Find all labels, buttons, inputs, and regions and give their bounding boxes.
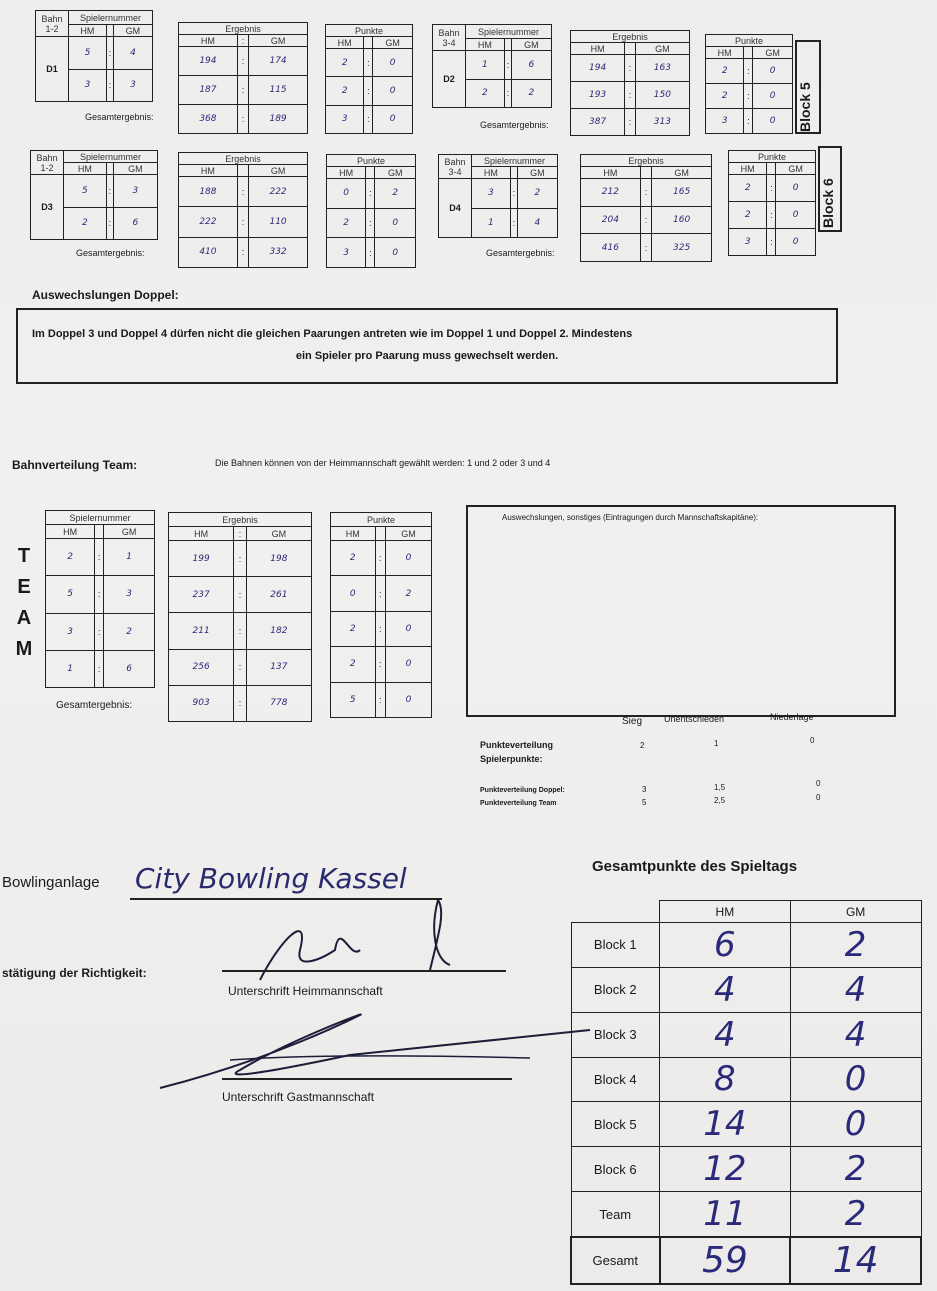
team-r2-gm-result: 261 xyxy=(246,577,311,613)
d4-total-hm: 416 xyxy=(581,234,641,262)
punkte-header: Punkte xyxy=(729,151,816,163)
colon: : xyxy=(504,51,511,80)
heim-line xyxy=(222,970,506,972)
colon: : xyxy=(510,208,517,238)
d4-player-table xyxy=(438,154,558,238)
gp-hm-header: HM xyxy=(660,901,791,923)
colon: : xyxy=(375,647,385,682)
d1-r2-hm-result: 187 xyxy=(179,76,238,105)
header-niederlage: Niederlage xyxy=(770,712,814,722)
hm-header: HM xyxy=(179,35,238,47)
colon: : xyxy=(744,84,753,109)
gm-header: GM xyxy=(113,25,152,37)
spielerpunkte-label: Spielerpunkte: xyxy=(480,754,543,764)
d3-r2-hm-points: 2 xyxy=(327,208,366,238)
colon: : xyxy=(625,82,635,109)
spielernummer-header: Spielernummer xyxy=(46,511,155,525)
team-r2-hm-points: 0 xyxy=(331,576,376,611)
d4-r2-gm-points: 0 xyxy=(776,202,816,229)
colon: : xyxy=(234,541,247,577)
d4-r1-gm-player: 2 xyxy=(517,179,557,209)
bahn-label: Bahn xyxy=(438,27,460,38)
colon: : xyxy=(106,69,113,102)
header-sieg: Sieg xyxy=(622,716,643,727)
d3-ergebnis-table xyxy=(178,152,308,268)
notes-box-title: Auswechslungen, sonstiges (Eintragungen durch Mannschaftskapitäne): xyxy=(502,513,759,522)
team-total-gm-points: 0 xyxy=(385,682,431,717)
d4-total-gm: 325 xyxy=(652,234,712,262)
team-letter: A xyxy=(16,607,32,629)
d1-total-hm-points: 3 xyxy=(326,105,364,133)
hm-header: HM xyxy=(64,163,107,175)
d3-r2-gm-result: 110 xyxy=(249,207,308,237)
pv-doppel-niederlage: 0 xyxy=(816,779,821,788)
team-r4-hm-result: 256 xyxy=(169,649,234,685)
gp-block5-hm: 14 xyxy=(660,1102,791,1147)
pv-team-unentschieden: 2,5 xyxy=(714,796,726,805)
team-r3-gm-player: 2 xyxy=(104,613,155,650)
gp-block4-hm: 8 xyxy=(660,1057,791,1102)
colon: : xyxy=(234,649,247,685)
colon: : xyxy=(744,109,753,134)
colon: : xyxy=(237,177,248,207)
team-total-hm-points: 5 xyxy=(331,682,376,717)
d2-r2-hm-points: 2 xyxy=(706,84,744,109)
colon: : xyxy=(625,55,635,82)
gm-header: GM xyxy=(104,525,155,539)
hm-header: HM xyxy=(69,25,107,37)
d1-total-hm: 368 xyxy=(179,105,238,134)
gast-line xyxy=(222,1078,512,1080)
pv-team-niederlage: 0 xyxy=(816,793,821,802)
d3-r2-hm-player: 2 xyxy=(64,207,107,240)
team-r3-hm-player: 3 xyxy=(46,613,95,650)
gp-block2-hm: 4 xyxy=(660,967,791,1012)
hm-header: HM xyxy=(331,527,376,541)
d2-ergebnis-table xyxy=(570,30,690,136)
gp-row-label: Team xyxy=(571,1192,660,1237)
block5-label: Block 5 xyxy=(797,82,813,132)
colon: : xyxy=(234,613,247,649)
d3-r2-gm-points: 0 xyxy=(375,208,416,238)
d2-r2-gm-player: 2 xyxy=(511,79,551,108)
colon: : xyxy=(237,207,248,237)
d1-ergebnis-table xyxy=(178,22,308,134)
colon: : xyxy=(625,109,635,136)
bahnverteilung-title: Bahnverteilung Team: xyxy=(12,458,138,472)
gp-row-label: Block 6 xyxy=(571,1147,660,1192)
d2-r2-hm-result: 193 xyxy=(571,82,625,109)
colon: : xyxy=(237,35,248,47)
colon: : xyxy=(106,175,113,208)
colon: : xyxy=(364,77,373,105)
bahn-range: 3-4 xyxy=(448,166,462,177)
d3-r1-hm-result: 188 xyxy=(179,177,238,207)
d4-ergebnis-table xyxy=(580,154,712,262)
d3-total-hm-points: 3 xyxy=(327,238,366,268)
colon: : xyxy=(106,207,113,240)
d4-r1-hm-player: 3 xyxy=(472,179,511,209)
colon: : xyxy=(640,206,652,234)
signature-heim xyxy=(200,890,520,990)
d2-r1-gm-player: 6 xyxy=(511,51,551,80)
gm-header: GM xyxy=(249,35,308,47)
team-r1-gm-result: 198 xyxy=(246,541,311,577)
d3-label: D3 xyxy=(31,175,64,240)
hm-header: HM xyxy=(706,47,744,59)
team-letter: E xyxy=(17,576,31,598)
colon: : xyxy=(366,208,375,238)
signature-gast xyxy=(150,1000,610,1100)
d3-r1-gm-result: 222 xyxy=(249,177,308,207)
bahn-range: 3-4 xyxy=(442,37,456,48)
d3-r1-hm-player: 5 xyxy=(64,175,107,208)
d3-r2-gm-player: 6 xyxy=(113,207,157,240)
d2-total-hm: 387 xyxy=(571,109,625,136)
d2-punkte-table xyxy=(705,34,793,134)
colon: : xyxy=(640,179,652,207)
rule-text-2: ein Spieler pro Paarung muss gewechselt werden. xyxy=(295,350,559,362)
gp-block3-gm: 4 xyxy=(790,1012,921,1057)
colon: : xyxy=(237,47,248,76)
gm-header: GM xyxy=(246,527,311,541)
pv-doppel-sieg: 3 xyxy=(642,785,647,794)
colon: : xyxy=(375,541,385,576)
d1-punkte-table xyxy=(325,24,413,134)
d3-gesamt-label: Gesamtergebnis: xyxy=(76,248,145,258)
d2-gesamt-label: Gesamtergebnis: xyxy=(480,120,549,130)
colon: : xyxy=(744,59,753,84)
colon: : xyxy=(364,105,373,133)
notes-box xyxy=(466,505,896,717)
d1-r2-gm-result: 115 xyxy=(249,76,308,105)
hm-header: HM xyxy=(326,37,364,49)
hm-header: HM xyxy=(729,163,767,175)
colon: : xyxy=(366,179,375,209)
d4-punkte-table xyxy=(728,150,816,256)
gm-header: GM xyxy=(113,163,157,175)
d1-r2-gm-points: 0 xyxy=(373,77,413,105)
gp-gm-header: GM xyxy=(790,901,921,923)
punkte-header: Punkte xyxy=(326,25,413,37)
colon: : xyxy=(95,613,104,650)
gp-block2-gm: 4 xyxy=(790,967,921,1012)
punkte-header: Punkte xyxy=(331,513,432,527)
gp-block1-gm: 2 xyxy=(790,923,921,968)
d4-r2-hm-result: 204 xyxy=(581,206,641,234)
colon: : xyxy=(767,229,776,256)
gp-row-label: Block 2 xyxy=(571,967,660,1012)
d2-r2-gm-points: 0 xyxy=(753,84,793,109)
team-ergebnis-table xyxy=(168,512,312,722)
bahn-label: Bahn xyxy=(36,152,58,163)
d4-label: D4 xyxy=(439,179,472,238)
d3-punkte-table xyxy=(326,154,416,268)
gp-block1-hm: 6 xyxy=(660,923,791,968)
d4-gesamt-label: Gesamtergebnis: xyxy=(486,248,555,258)
team-total-hm: 903 xyxy=(169,685,234,721)
team-r4-gm-player: 6 xyxy=(104,650,155,687)
d2-r2-gm-result: 150 xyxy=(635,82,689,109)
bahn-label: Bahn xyxy=(41,13,63,24)
d4-r2-hm-player: 1 xyxy=(472,208,511,238)
team-r4-hm-points: 2 xyxy=(331,647,376,682)
auswechslungen-title: Auswechslungen Doppel: xyxy=(32,288,179,302)
spielernummer-header: Spielernummer xyxy=(466,25,552,39)
gm-header: GM xyxy=(375,167,416,179)
hm-header: HM xyxy=(581,167,641,179)
d2-player-table xyxy=(432,24,552,108)
gesamtpunkte-table xyxy=(570,900,922,1285)
gp-row-label: Block 1 xyxy=(571,923,660,968)
team-r3-gm-result: 182 xyxy=(246,613,311,649)
d4-r2-gm-player: 4 xyxy=(517,208,557,238)
hm-header: HM xyxy=(472,167,511,179)
team-r4-hm-player: 1 xyxy=(46,650,95,687)
gm-header: GM xyxy=(753,47,793,59)
d4-r2-gm-result: 160 xyxy=(652,206,712,234)
punkte-header: Punkte xyxy=(327,155,416,167)
colon: : xyxy=(640,234,652,262)
hm-header: HM xyxy=(327,167,366,179)
d4-r2-hm-points: 2 xyxy=(729,202,767,229)
gm-header: GM xyxy=(511,39,551,51)
team-r1-gm-player: 1 xyxy=(104,539,155,576)
ergebnis-header: Ergebnis xyxy=(169,513,312,527)
d1-r1-gm-points: 0 xyxy=(373,49,413,77)
team-r2-hm-player: 5 xyxy=(46,576,95,613)
d1-r1-gm-result: 174 xyxy=(249,47,308,76)
gm-header: GM xyxy=(517,167,557,179)
colon: : xyxy=(234,527,247,541)
block6-label: Block 6 xyxy=(820,178,836,228)
gp-team-gm: 2 xyxy=(790,1192,921,1237)
d4-r1-gm-points: 0 xyxy=(776,175,816,202)
gp-block5-gm: 0 xyxy=(790,1102,921,1147)
d2-total-hm-points: 3 xyxy=(706,109,744,134)
team-r2-gm-points: 2 xyxy=(385,576,431,611)
team-punkte-table xyxy=(330,512,432,718)
team-r3-hm-points: 2 xyxy=(331,611,376,646)
hm-header: HM xyxy=(46,525,95,539)
colon: : xyxy=(106,37,113,70)
rule-text-1: Im Doppel 3 und Doppel 4 dürfen nicht die gleichen Paarungen antreten wie im Doppel 1 und Doppel 2. Mindestens xyxy=(32,328,633,340)
spielernummer-header: Spielernummer xyxy=(64,151,158,163)
ergebnis-header: Ergebnis xyxy=(179,23,308,35)
hm-header: HM xyxy=(466,39,505,51)
team-player-table xyxy=(45,510,155,688)
d1-total-gm: 189 xyxy=(249,105,308,134)
ergebnis-header: Ergebnis xyxy=(581,155,712,167)
team-total-gm: 778 xyxy=(246,685,311,721)
team-gesamt-label: Gesamtergebnis: xyxy=(56,700,133,711)
gp-row-label: Block 3 xyxy=(571,1012,660,1057)
gesamtpunkte-title: Gesamtpunkte des Spieltags xyxy=(592,858,798,875)
d2-r1-gm-points: 0 xyxy=(753,59,793,84)
team-letters xyxy=(6,545,42,669)
gp-team-hm: 11 xyxy=(660,1192,791,1237)
pv-doppel-label: Punkteverteilung Doppel: xyxy=(480,787,565,794)
rule-box xyxy=(16,308,838,384)
d3-total-hm: 410 xyxy=(179,237,238,267)
d3-total-gm: 332 xyxy=(249,237,308,267)
unterschrift-gast: Unterschrift Gastmannschaft xyxy=(222,1090,375,1104)
d1-r1-hm-result: 194 xyxy=(179,47,238,76)
d2-total-gm-points: 0 xyxy=(753,109,793,134)
colon: : xyxy=(375,611,385,646)
team-r1-hm-points: 2 xyxy=(331,541,376,576)
gm-header: GM xyxy=(249,165,308,177)
gp-block6-gm: 2 xyxy=(790,1147,921,1192)
team-r2-hm-result: 237 xyxy=(169,577,234,613)
d1-r2-hm-points: 2 xyxy=(326,77,364,105)
d3-r2-hm-result: 222 xyxy=(179,207,238,237)
bahnverteilung-note: Die Bahnen können von der Heimmannschaft gewählt werden: 1 und 2 oder 3 und 4 xyxy=(215,458,551,468)
d1-r1-hm-player: 5 xyxy=(69,37,107,70)
bestaetigung-label: stätigung der Richtigkeit: xyxy=(2,966,147,980)
colon: : xyxy=(234,685,247,721)
gp-row-label: Block 5 xyxy=(571,1102,660,1147)
hm-header: HM xyxy=(571,43,625,55)
colon: : xyxy=(767,175,776,202)
gm-header: GM xyxy=(373,37,413,49)
punkte-header: Punkte xyxy=(706,35,793,47)
d2-r2-hm-player: 2 xyxy=(466,79,505,108)
team-r1-hm-result: 199 xyxy=(169,541,234,577)
bahn-range: 1-2 xyxy=(45,23,59,34)
d3-r1-hm-points: 0 xyxy=(327,179,366,209)
d2-r1-hm-player: 1 xyxy=(466,51,505,80)
bahn-range: 1-2 xyxy=(40,162,54,173)
d4-r1-hm-result: 212 xyxy=(581,179,641,207)
pv-unentschieden: 1 xyxy=(714,739,719,748)
pv-team-label: Punkteverteilung Team xyxy=(480,800,557,807)
team-r3-hm-result: 211 xyxy=(169,613,234,649)
colon: : xyxy=(375,682,385,717)
pv-niederlage: 0 xyxy=(810,736,815,745)
colon: : xyxy=(237,237,248,267)
colon: : xyxy=(95,539,104,576)
ergebnis-header: Ergebnis xyxy=(179,153,308,165)
team-r1-gm-points: 0 xyxy=(385,541,431,576)
gp-block6-hm: 12 xyxy=(660,1147,791,1192)
team-r1-hm-player: 2 xyxy=(46,539,95,576)
spielernummer-header: Spielernummer xyxy=(69,11,153,25)
gp-gesamt-gm: 14 xyxy=(790,1237,921,1284)
gp-block3-hm: 4 xyxy=(660,1012,791,1057)
pv-doppel-unentschieden: 1,5 xyxy=(714,783,726,792)
gm-header: GM xyxy=(776,163,816,175)
d3-r1-gm-player: 3 xyxy=(113,175,157,208)
colon: : xyxy=(375,576,385,611)
d1-r1-hm-points: 2 xyxy=(326,49,364,77)
d1-total-gm-points: 0 xyxy=(373,105,413,133)
pv-sieg: 2 xyxy=(640,741,645,750)
colon: : xyxy=(234,577,247,613)
d1-gesamt-label: Gesamtergebnis: xyxy=(85,112,154,122)
colon: : xyxy=(504,79,511,108)
unterschrift-heim: Unterschrift Heimmannschaft xyxy=(228,984,383,998)
spielernummer-header: Spielernummer xyxy=(472,155,558,167)
colon: : xyxy=(95,576,104,613)
d1-label: D1 xyxy=(36,37,69,102)
gm-header: GM xyxy=(652,167,712,179)
team-r4-gm-result: 137 xyxy=(246,649,311,685)
d2-r1-hm-points: 2 xyxy=(706,59,744,84)
pv-team-sieg: 5 xyxy=(642,798,647,807)
bowlinganlage-value: City Bowling Kassel xyxy=(135,862,407,895)
bahn-label: Bahn xyxy=(444,156,466,167)
d4-r1-gm-result: 165 xyxy=(652,179,712,207)
gp-row-label: Gesamt xyxy=(571,1237,660,1284)
d4-r1-hm-points: 2 xyxy=(729,175,767,202)
d2-r1-gm-result: 163 xyxy=(635,55,689,82)
d3-r1-gm-points: 2 xyxy=(375,179,416,209)
gp-gesamt-hm: 59 xyxy=(660,1237,791,1284)
colon: : xyxy=(237,105,248,134)
colon: : xyxy=(510,179,517,209)
colon: : xyxy=(366,238,375,268)
gm-header: GM xyxy=(635,43,689,55)
hm-header: HM xyxy=(179,165,238,177)
pv-label: Punkteverteilung xyxy=(480,740,554,750)
hm-header: HM xyxy=(169,527,234,541)
gp-row-label: Block 4 xyxy=(571,1057,660,1102)
d2-total-gm: 313 xyxy=(635,109,689,136)
d4-total-hm-points: 3 xyxy=(729,229,767,256)
colon: : xyxy=(95,650,104,687)
team-letter: T xyxy=(17,545,31,567)
team-r4-gm-points: 0 xyxy=(385,647,431,682)
ergebnis-header: Ergebnis xyxy=(571,31,690,43)
d1-player-table xyxy=(35,10,153,102)
d2-r1-hm-result: 194 xyxy=(571,55,625,82)
d1-r2-hm-player: 3 xyxy=(69,69,107,102)
bowlinganlage-label: Bowlinganlage xyxy=(2,874,100,891)
team-r3-gm-points: 0 xyxy=(385,611,431,646)
d1-r2-gm-player: 3 xyxy=(113,69,152,102)
colon: : xyxy=(237,76,248,105)
gm-header: GM xyxy=(385,527,431,541)
header-unentschieden: Unentschieden xyxy=(664,714,725,724)
d4-total-gm-points: 0 xyxy=(776,229,816,256)
team-r2-gm-player: 3 xyxy=(104,576,155,613)
d1-r1-gm-player: 4 xyxy=(113,37,152,70)
team-letter: M xyxy=(15,638,33,660)
d3-total-gm-points: 0 xyxy=(375,238,416,268)
d2-label: D2 xyxy=(433,51,466,108)
colon: : xyxy=(364,49,373,77)
gp-block4-gm: 0 xyxy=(790,1057,921,1102)
colon: : xyxy=(767,202,776,229)
d3-player-table xyxy=(30,150,158,240)
